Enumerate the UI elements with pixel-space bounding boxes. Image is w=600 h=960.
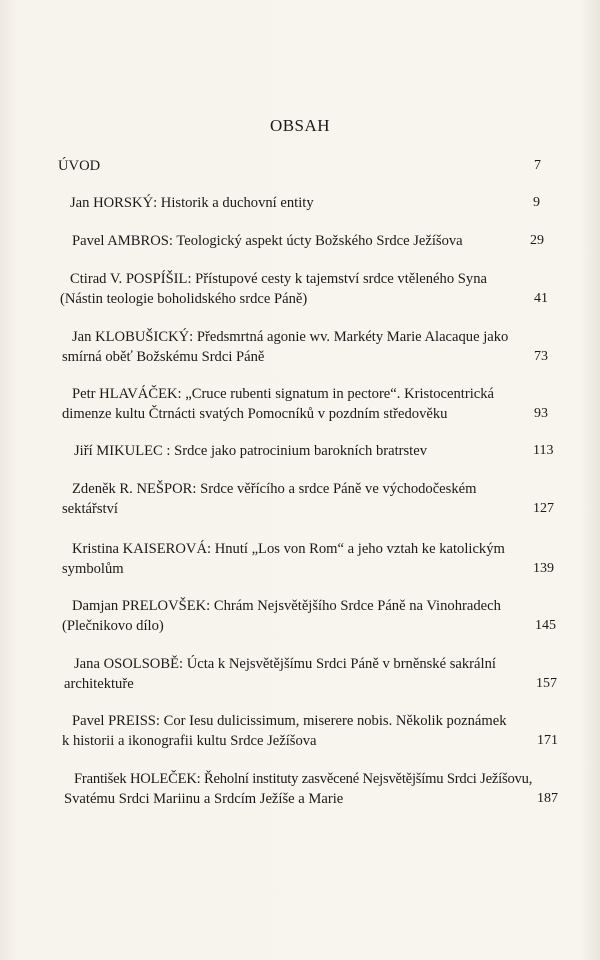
toc-entry-title: Ctirad V. POSPÍŠIL: Přístupové cesty k tajemství srdce vtěleného Syna	[70, 271, 487, 287]
toc-entry-page: 157	[536, 676, 557, 691]
toc-entry-page: 93	[534, 406, 548, 421]
toc-entry-title-continued: Svatému Srdci Mariinu a Srdcím Ježíše a Marie	[64, 791, 344, 807]
toc-entry-title-continued: architektuře	[64, 676, 134, 692]
toc-entry-page: 145	[535, 618, 556, 633]
toc-entry-title: Zdeněk R. NEŠPOR: Srdce věřícího a srdce Páně ve východočeském	[72, 481, 477, 497]
toc-entry-page: 41	[534, 291, 548, 306]
toc-entry-title-continued: sektářství	[62, 501, 118, 517]
toc-entry-page: 7	[534, 158, 541, 173]
toc-entry-page: 187	[537, 791, 558, 806]
toc-entry-title: Petr HLAVÁČEK: „Cruce rubenti signatum in pectore“. Kristocentrická	[72, 386, 495, 402]
toc-entry-title: Jiří MIKULEC : Srdce jako patrocinium barokních bratrstev	[74, 443, 428, 459]
toc-entry-title: Pavel AMBROS: Teologický aspekt úcty Božského Srdce Ježíšova	[72, 233, 463, 249]
toc-entry-page: 113	[533, 443, 554, 458]
toc-entry-title-continued: (Nástin teologie boholidského srdce Páně)	[60, 291, 308, 307]
toc-entry-title-continued: (Plečnikovo dílo)	[62, 618, 164, 634]
toc-entry-title: František HOLEČEK: Řeholní instituty zasvěcené Nejsvětějšímu Srdci Ježíšovu,	[74, 771, 533, 787]
toc-entry-title-continued: k historii a ikonografii kultu Srdce Ježíšova	[62, 733, 317, 749]
toc-entry-title: Jan HORSKÝ: Historik a duchovní entity	[70, 195, 314, 211]
toc-entry-title-continued: dimenze kultu Čtrnácti svatých Pomocníků v pozdním středověku	[62, 406, 448, 422]
toc-entry-title-continued: symbolům	[62, 561, 124, 577]
page-title: OBSAH	[269, 116, 331, 135]
toc-entry-page: 139	[533, 561, 554, 576]
toc-entry-title: Jan KLOBUŠICKÝ: Předsmrtná agonie wv. Markéty Marie Alacaque jako	[72, 329, 509, 345]
toc-entry-page: 29	[530, 233, 544, 248]
toc-entry-page: 127	[533, 501, 554, 516]
toc-entry-title: Kristina KAISEROVÁ: Hnutí „Los von Rom“ a jeho vztah ke katolickým	[72, 541, 505, 557]
toc-entry-page: 9	[533, 195, 540, 210]
toc-entry-page: 171	[537, 733, 558, 748]
toc-entry-page: 73	[534, 349, 548, 364]
toc-entry-title: Pavel PREISS: Cor Iesu dulicissimum, miserere nobis. Několik poznámek	[72, 713, 507, 729]
toc-entry-title: Damjan PRELOVŠEK: Chrám Nejsvětějšího Srdce Páně na Vinohradech	[72, 598, 501, 614]
toc-entry-title: ÚVOD	[58, 158, 101, 174]
toc-entry-title: Jana OSOLSOBĚ: Úcta k Nejsvětějšímu Srdci Páně v brněnské sakrální	[74, 656, 496, 672]
toc-entry-title-continued: smírná oběť Božskému Srdci Páně	[62, 349, 265, 365]
